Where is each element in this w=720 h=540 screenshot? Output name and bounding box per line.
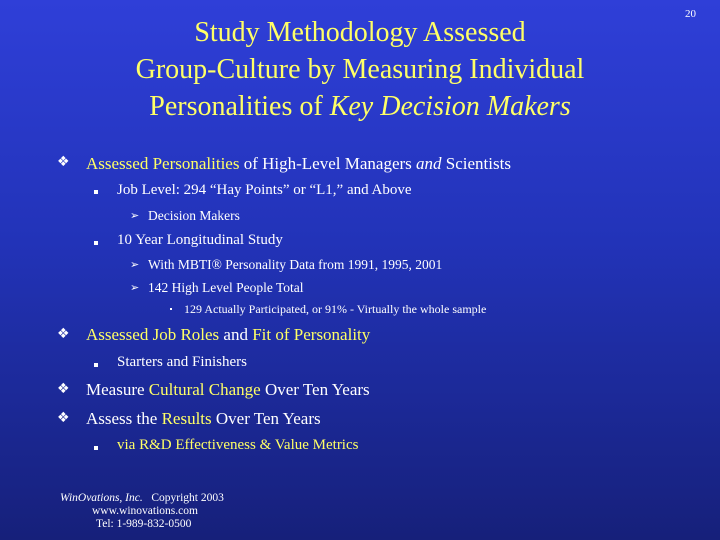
bullet-text: and (219, 325, 253, 344)
diamond-bullet-icon: ❖ (57, 381, 70, 397)
square-bullet-icon (94, 363, 98, 367)
highlight-fit-of-personality: Fit of Personality (252, 325, 371, 344)
title-line-3-prefix: Personalities of (149, 91, 330, 122)
footer-line-1 (60, 492, 224, 505)
sub-bullet-job-level: Job Level: 294 “Hay Points” or “L1,” and Above (117, 182, 412, 198)
bullet-cultural-change (86, 380, 370, 400)
bullet-job-roles (86, 325, 370, 345)
bullet-assessed-personalities (86, 154, 511, 174)
sub-bullet-starters-finishers: Starters and Finishers (117, 354, 247, 370)
title-line-1: Study Methodology Assessed (194, 17, 526, 48)
dot-bullet-icon (170, 308, 172, 310)
title-line-3-emphasis: Key Decision Makers (329, 91, 571, 122)
square-bullet-icon (94, 446, 98, 450)
bullet-text: of High-Level Managers (239, 154, 417, 173)
highlight-assessed-personalities: Assessed Personalities (86, 154, 240, 173)
diamond-bullet-icon: ❖ (57, 326, 70, 342)
sub-bullet-rd-metrics: via R&D Effectiveness & Value Metrics (117, 437, 359, 453)
bullet-text: Over Ten Years (260, 380, 370, 399)
bullet-text: Over Ten Years (211, 409, 321, 428)
bullet-emphasis: and (416, 154, 442, 173)
highlight-job-roles: Assessed Job Roles (86, 325, 220, 344)
title-line-3 (0, 88, 720, 125)
bullet-results (86, 409, 321, 429)
footer-company: WinOvations, Inc. (60, 492, 143, 504)
sub-bullet-longitudinal-study: 10 Year Longitudinal Study (117, 232, 283, 248)
arrow-bullet-icon: ➢ (130, 209, 140, 222)
title-line-2: Group-Culture by Measuring Individual (135, 54, 585, 85)
highlight-results: Results (161, 409, 212, 428)
footer (60, 492, 224, 531)
sub-sub-bullet-decision-makers: Decision Makers (148, 208, 240, 223)
arrow-bullet-icon: ➢ (130, 281, 140, 294)
square-bullet-icon (94, 190, 98, 194)
footer-website: www.winovations.com (92, 505, 198, 517)
page-number: 20 (685, 8, 696, 20)
level4-bullet-participation: 129 Actually Participated, or 91% - Virtually the whole sample (184, 302, 487, 316)
square-bullet-icon (94, 241, 98, 245)
diamond-bullet-icon: ❖ (57, 410, 70, 426)
footer-phone: Tel: 1-989-832-0500 (96, 518, 192, 530)
sub-sub-bullet-people-total: 142 High Level People Total (148, 280, 304, 295)
bullet-text: Assess the (86, 409, 162, 428)
bullet-text: Scientists (441, 154, 511, 173)
arrow-bullet-icon: ➢ (130, 258, 140, 271)
highlight-cultural-change: Cultural Change (148, 380, 261, 399)
footer-copyright: Copyright 2003 (142, 492, 224, 504)
sub-sub-bullet-mbti-data: With MBTI® Personality Data from 1991, 1995, 2001 (148, 257, 443, 272)
slide-title (0, 14, 720, 125)
diamond-bullet-icon: ❖ (57, 154, 70, 170)
bullet-text: Measure (86, 380, 149, 399)
